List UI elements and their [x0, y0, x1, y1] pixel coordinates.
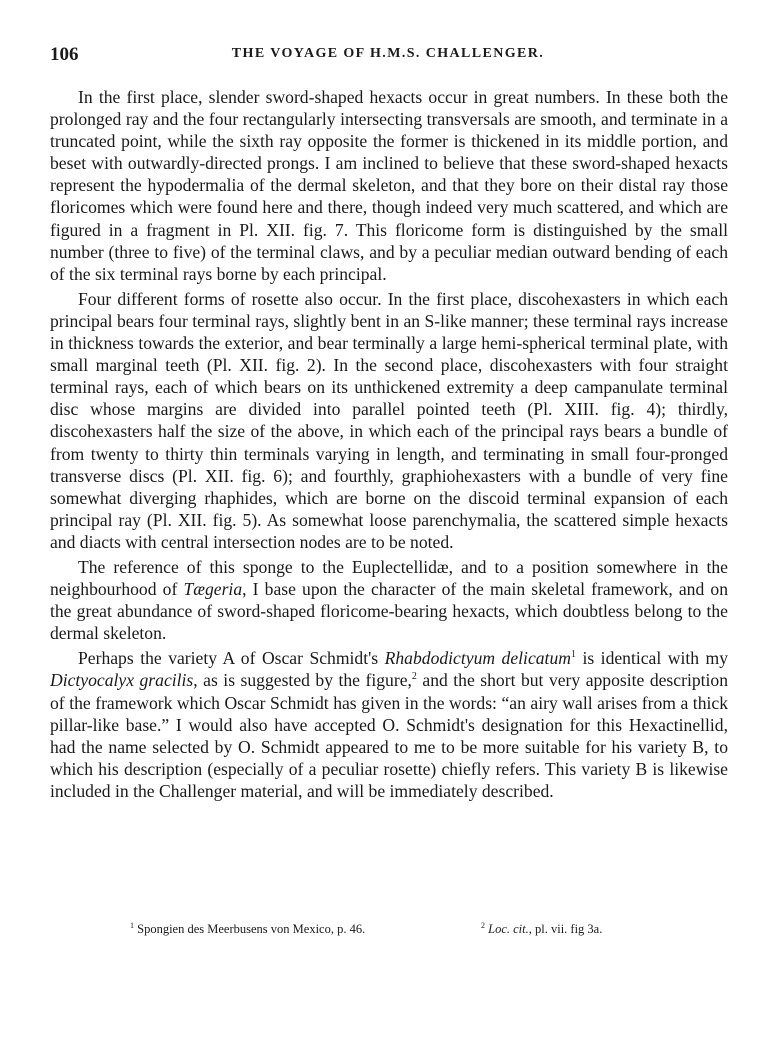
footnote-citation: Loc. cit. — [488, 922, 529, 936]
paragraph-text: The reference of this sponge to the Euplectellidæ, and to a position somewhere in the neighbourhood of — [50, 556, 728, 600]
page-header — [50, 44, 726, 66]
body-text — [50, 86, 728, 802]
running-title: THE VOYAGE OF H.M.S. CHALLENGER. — [231, 46, 545, 61]
paragraph-rosettes: Four different forms of rosette also occur. In the first place, discohexasters in which each principal bears four terminal rays, slightly bent in an S-like manner; these terminal rays increase in thickness towards the exterior, and bear terminally a large hemi-spherical terminal plate, with small marginal teeth (Pl. XII. fig. 2). In the second place, discohexasters with four straight terminal rays, each of which bears on its unthickened extremity a deep campanulate terminal disc whose margins are divided into parallel pointed teeth (Pl. XIII. fig. 4); thirdly, discohexasters half the size of the above, in which each of the principal rays bears a bundle of from twenty to thirty thin terminals varying in length, and terminating in small four-pronged transverse discs (Pl. XII. fig. 6); and fourthly, graphiohexasters with a bundle of very fine somewhat diverging rhaphides, which are borne on the discoid terminal expansion of each principal ray (Pl. XII. fig. 5). As somewhat loose parenchymalia, the scattered simple hexacts and diacts with central intersection nodes are to be noted. — [50, 288, 728, 552]
footnote-2 — [481, 922, 602, 937]
paragraph-text: Perhaps the variety A of Oscar Schmidt's — [78, 648, 385, 669]
taxon-name: Tægeria — [183, 579, 243, 600]
paragraph-sword-hexacts: In the first place, slender sword-shaped hexacts occur in great numbers. In these both the prolonged ray and the four rectangularly intersecting transversals are smooth, and terminate in a truncated point, while the sixth ray opposite the former is thickened in its middle portion, and beset with outwardly-directed prongs. I am inclined to believe that these sword-shaped hexacts represent the hypodermalia of the dermal skeleton, and that they bore on their distal ray those floricomes which were found here and there, though indeed very much scattered, and which are figured in a fragment in Pl. XII. fig. 7. This floricome form is distinguished by the small number (three to five) of the terminal claws, and by a peculiar median outward bending of each of the six terminal rays borne by each principal. — [50, 87, 728, 284]
paragraph-text: , as is suggested by the figure, — [193, 670, 412, 691]
paragraph-euplectellidae — [50, 556, 728, 644]
paragraph-text: is identical with my — [575, 648, 729, 669]
footnote-marker: 1 — [130, 921, 134, 930]
footnote-text: , pl. vii. fig 3a. — [528, 922, 603, 936]
footnote-1 — [130, 922, 365, 937]
footnote-marker: 2 — [481, 921, 485, 930]
footnote-marker: 2 — [411, 671, 417, 683]
paragraph-text: and the short but very apposite description of the framework which Oscar Schmidt has given in the words: “an airy wall arises from a thick pillar-like base.” I would also have accepted O. Schmidt's designation for this Hexactinellid, had the name selected by O. Schmidt appeared to me to be more suitable for his variety B, to which his description (especially of a peculiar rosette) chiefly refers. This variety B is likewise included in the Challenger material, and will be immediately described. — [50, 670, 728, 801]
footnote-text: Spongien des Meerbusens von Mexico, p. 46. — [137, 922, 366, 936]
footnote-marker: 1 — [570, 649, 576, 661]
taxon-name: Dictyocalyx gracilis — [50, 670, 194, 691]
page-number: 106 — [50, 44, 79, 65]
taxon-name: Rhabdodictyum delicatum — [384, 648, 571, 669]
paragraph-text: , I base upon the character of the main skeletal framework, and on the great abundance of sword-shaped floricome-bearing hexacts, which doubtless belong to the dermal skeleton. — [50, 579, 728, 644]
paragraph-schmidt-comparison — [50, 647, 728, 802]
